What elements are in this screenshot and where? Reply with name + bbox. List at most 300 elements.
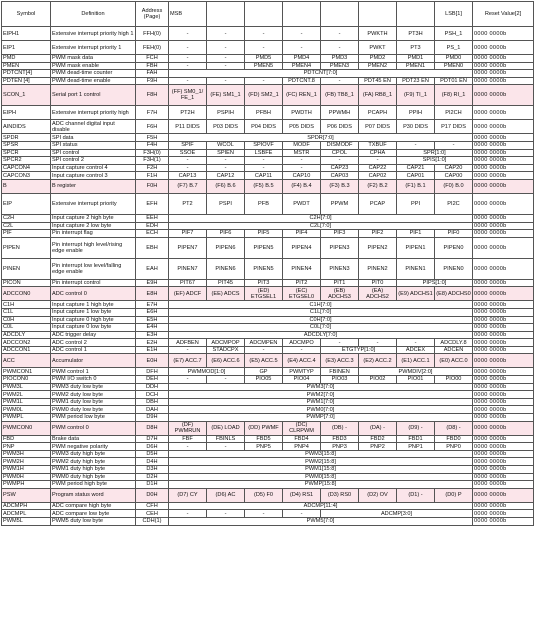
bit-cell: STADCPX — [207, 346, 245, 354]
table-row — [2, 301, 534, 309]
table-row — [2, 164, 534, 172]
register-reset-value: 0000 0000b — [473, 376, 534, 384]
bit-cell: ADCMPO — [283, 339, 321, 347]
header-definition: Definition — [51, 2, 136, 27]
bit-cell: PMEN5 — [245, 62, 283, 70]
register-symbol: PWM3H — [2, 450, 51, 458]
register-reset-value: 0000 0000b — [473, 466, 534, 474]
bit-cell: PS_1 — [435, 41, 473, 55]
header-lsb: LSB[1] — [435, 2, 473, 27]
bit-cell: - — [169, 27, 207, 41]
bit-cell: PFBH — [245, 106, 283, 120]
bit-cell: (EA) ADCHS2 — [359, 287, 397, 301]
register-address: E0H — [136, 354, 169, 368]
register-symbol: PIPEN — [2, 237, 51, 258]
bit-field-cell: PIPS[1:0] — [397, 279, 473, 287]
bit-cell: PIT0 — [359, 279, 397, 287]
bit-cell: P11 DIDS — [169, 120, 207, 134]
register-symbol: CAPCON3 — [2, 172, 51, 180]
table-row — [2, 62, 534, 70]
bit-cell: PMD4 — [283, 55, 321, 63]
bit-cell: - — [283, 164, 321, 172]
register-reset-value: 0000 0000b — [473, 398, 534, 406]
bit-cell: PIT67 — [169, 279, 207, 287]
bit-cell: PMD3 — [321, 55, 359, 63]
header-bit1 — [397, 2, 435, 27]
register-symbol: ADCCON2 — [2, 339, 51, 347]
register-symbol: PWM3L — [2, 383, 51, 391]
bit-cell: (FF) SM0_1/ FE_1 — [169, 85, 207, 106]
bit-cell: PSH_1 — [435, 27, 473, 41]
bit-cell: (ED) ETGSEL1 — [245, 287, 283, 301]
bit-cell: P06 DIDS — [321, 120, 359, 134]
register-address: E1H — [136, 346, 169, 354]
header-bit6 — [207, 2, 245, 27]
table-row — [2, 77, 534, 85]
bit-cell: PMEN3 — [321, 62, 359, 70]
table-row — [2, 339, 534, 347]
bit-cell: - — [283, 510, 321, 518]
bit-cell: - — [283, 157, 321, 165]
register-reset-value: 0000 0000b — [473, 339, 534, 347]
table-row — [2, 308, 534, 316]
register-symbol: ACC — [2, 354, 51, 368]
bit-cell: - — [245, 510, 283, 518]
bit-cell: - — [207, 41, 245, 55]
header-address: Address (Page) — [136, 2, 169, 27]
register-address: DEH — [136, 376, 169, 384]
bit-cell: (D1) - — [397, 488, 435, 502]
register-definition: PWM negative polarity — [51, 443, 136, 451]
header-bit3 — [321, 2, 359, 27]
table-row — [2, 443, 534, 451]
table-row — [2, 481, 534, 489]
table-row — [2, 458, 534, 466]
bit-field-cell: PDTCNT[7:0] — [169, 70, 473, 78]
table-row — [2, 258, 534, 279]
table-row — [2, 230, 534, 238]
bit-cell: PFB — [245, 193, 283, 214]
table-row — [2, 134, 534, 142]
register-definition: PWM period high byte — [51, 481, 136, 489]
register-reset-value: 0000 0000b — [473, 354, 534, 368]
bit-cell: PINEN2 — [359, 258, 397, 279]
register-reset-value: 0000 0000b — [473, 27, 534, 41]
table-row — [2, 383, 534, 391]
register-definition: SPI status — [51, 141, 136, 149]
bit-cell: - — [245, 77, 283, 85]
register-address: D9H — [136, 414, 169, 422]
table-row — [2, 354, 534, 368]
bit-field-cell: ADCMP[11:4] — [169, 502, 473, 510]
bit-cell: CPOL — [321, 149, 359, 157]
table-row — [2, 316, 534, 324]
bit-cell: (F4) B.4 — [283, 179, 321, 193]
bit-cell: (DA) - — [359, 421, 397, 435]
bit-cell: (F1) B.1 — [397, 179, 435, 193]
bit-cell: - — [321, 339, 359, 347]
bit-cell: (D6) AC — [207, 488, 245, 502]
register-reset-value: 0000 0000b — [473, 368, 534, 376]
table-row — [2, 517, 534, 525]
register-address: F8H — [136, 85, 169, 106]
bit-cell: - — [207, 157, 245, 165]
register-definition: Extensive interrupt priority 1 — [51, 41, 136, 55]
register-address: D4H — [136, 458, 169, 466]
bit-cell: (FC) REN_1 — [283, 85, 321, 106]
register-reset-value: 0000 0000b — [473, 324, 534, 332]
register-definition: ADC control 2 — [51, 339, 136, 347]
register-symbol: SPSR — [2, 141, 51, 149]
bit-cell: (DD) PWMF — [245, 421, 283, 435]
bit-cell: (F0) B.0 — [435, 179, 473, 193]
bit-cell: - — [169, 346, 207, 354]
register-address: DFH — [136, 368, 169, 376]
bit-cell: - — [283, 27, 321, 41]
register-address: F3H(0) — [136, 149, 169, 157]
bit-field-cell: PWM3[7:0] — [169, 383, 473, 391]
register-symbol: PWM0L — [2, 406, 51, 414]
bit-cell: CAP10 — [283, 172, 321, 180]
register-symbol: PSW — [2, 488, 51, 502]
register-address: F4H — [136, 141, 169, 149]
bit-cell: PT2 — [169, 193, 207, 214]
register-symbol: PDTCNT[4] — [2, 70, 51, 78]
register-address: ECH — [136, 230, 169, 238]
register-definition: PWM mask data — [51, 55, 136, 63]
register-symbol: ADCCON1 — [2, 346, 51, 354]
bit-cell: PNP0 — [435, 443, 473, 451]
register-definition: Input capture 0 high byte — [51, 316, 136, 324]
table-row — [2, 55, 534, 63]
bit-cell: - — [359, 339, 397, 347]
bit-cell: PT3H — [397, 27, 435, 41]
bit-cell: PWDT — [283, 193, 321, 214]
bit-cell: PNP1 — [397, 443, 435, 451]
register-definition: PWM period low byte — [51, 414, 136, 422]
register-definition: PWM1 duty low byte — [51, 398, 136, 406]
bit-cell: (F7) B.7 — [169, 179, 207, 193]
bit-cell: (E6) ACC.6 — [207, 354, 245, 368]
bit-cell: PIO00 — [435, 376, 473, 384]
register-address: DBH — [136, 398, 169, 406]
register-definition: B register — [51, 179, 136, 193]
register-address: E7H — [136, 301, 169, 309]
register-symbol: EIP1 — [2, 41, 51, 55]
bit-cell: (EC) ETGSEL0 — [283, 287, 321, 301]
bit-cell: PI2CH — [435, 106, 473, 120]
register-definition: ADC compare low byte — [51, 510, 136, 518]
register-definition: PWM dead-time enable — [51, 77, 136, 85]
bit-cell: - — [245, 346, 283, 354]
register-reset-value: 0000 0000b — [473, 193, 534, 214]
bit-field-cell: PWM2[7:0] — [169, 391, 473, 399]
register-reset-value: 0000 0000b — [473, 70, 534, 78]
bit-cell: ADCEX — [397, 346, 435, 354]
register-address: E6H — [136, 308, 169, 316]
bit-cell: P30 DIDS — [397, 120, 435, 134]
bit-cell: CAP22 — [359, 164, 397, 172]
register-reset-value: 0000 0000b — [473, 120, 534, 134]
register-definition: PWM1 duty high byte — [51, 466, 136, 474]
bit-cell: (FA) RB8_1 — [359, 85, 397, 106]
bit-cell: (D5) F0 — [245, 488, 283, 502]
header-row — [2, 2, 534, 27]
sfr-table — [1, 1, 534, 526]
register-symbol: SPCR — [2, 149, 51, 157]
register-address: D3H — [136, 466, 169, 474]
bit-cell: ADCMPOP — [207, 339, 245, 347]
bit-cell: - — [169, 376, 207, 384]
register-address: F5H — [136, 134, 169, 142]
register-definition: Program status word — [51, 488, 136, 502]
bit-field-cell: PWMMOD[1:0] — [169, 368, 245, 376]
bit-cell: TXBUF — [359, 141, 397, 149]
register-reset-value: 0000 0000b — [473, 222, 534, 230]
register-definition: Brake data — [51, 435, 136, 443]
table-row — [2, 406, 534, 414]
register-symbol: ADCMPH — [2, 502, 51, 510]
register-address: FEH(0) — [136, 41, 169, 55]
table-row — [2, 414, 534, 422]
bit-cell: PIO01 — [397, 376, 435, 384]
bit-field-cell: C1L[7:0] — [169, 308, 473, 316]
register-reset-value: 0000 0000b — [473, 517, 534, 525]
bit-cell: PSPIH — [207, 106, 245, 120]
bit-cell: PIF4 — [283, 230, 321, 238]
register-definition: Pin interrupt low level/falling edge enable — [51, 258, 136, 279]
register-address: FBH — [136, 62, 169, 70]
register-reset-value: 0000 0000b — [473, 414, 534, 422]
table-row — [2, 222, 534, 230]
bit-cell: DISMODF — [321, 141, 359, 149]
bit-cell: FBD0 — [435, 435, 473, 443]
bit-cell: - — [245, 41, 283, 55]
bit-field-cell: ETGTYP[1:0] — [321, 346, 397, 354]
register-definition: PWM I/O switch 0 — [51, 376, 136, 384]
bit-cell: PIO05 — [245, 376, 283, 384]
register-symbol: C2L — [2, 222, 51, 230]
bit-cell: (DB) - — [321, 421, 359, 435]
register-definition: ADC control 0 — [51, 287, 136, 301]
register-definition: PWM dead-time counter — [51, 70, 136, 78]
register-address: E2H — [136, 339, 169, 347]
bit-field-cell: PWMP[15:8] — [169, 481, 473, 489]
table-row — [2, 172, 534, 180]
header-symbol: Symbol — [2, 2, 51, 27]
register-reset-value: 0000 0000b — [473, 450, 534, 458]
bit-cell: SPIF — [169, 141, 207, 149]
register-reset-value: 0000 0000b — [473, 179, 534, 193]
register-address: DDH — [136, 383, 169, 391]
bit-cell: PT2H — [169, 106, 207, 120]
bit-cell: - — [397, 141, 435, 149]
register-address: D5H — [136, 450, 169, 458]
register-symbol: C2H — [2, 214, 51, 222]
register-reset-value: 0000 0000b — [473, 488, 534, 502]
bit-cell: (D0) P — [435, 488, 473, 502]
bit-field-cell: PWM1[15:8] — [169, 466, 473, 474]
register-symbol: B — [2, 179, 51, 193]
bit-cell: PCAPH — [359, 106, 397, 120]
bit-cell: PMD2 — [359, 55, 397, 63]
register-address: E8H — [136, 287, 169, 301]
register-definition: ADC control 1 — [51, 346, 136, 354]
bit-cell: - — [321, 77, 359, 85]
table-row — [2, 421, 534, 435]
register-address: EEH — [136, 214, 169, 222]
bit-cell: CAP03 — [321, 172, 359, 180]
bit-field-cell: PWMP[7:0] — [169, 414, 473, 422]
bit-cell: PMEN4 — [283, 62, 321, 70]
bit-cell: (E0) ACC.0 — [435, 354, 473, 368]
register-symbol: C0L — [2, 324, 51, 332]
bit-cell: PIF2 — [359, 230, 397, 238]
bit-cell: FBINLS — [207, 435, 245, 443]
register-address: F6H — [136, 120, 169, 134]
register-reset-value: 0000 0000b — [473, 421, 534, 435]
bit-cell: PIPEN0 — [435, 237, 473, 258]
bit-cell: PDT01 EN — [435, 77, 473, 85]
bit-cell: (F5) B.5 — [245, 179, 283, 193]
bit-cell: FBF — [169, 435, 207, 443]
register-address: FCH — [136, 55, 169, 63]
register-symbol: CAPCON4 — [2, 164, 51, 172]
bit-cell: (E1) ACC.1 — [397, 354, 435, 368]
register-symbol: PWMPL — [2, 414, 51, 422]
register-symbol: PNP — [2, 443, 51, 451]
register-definition: ADC compare high byte — [51, 502, 136, 510]
bit-cell: P04 DIDS — [245, 120, 283, 134]
register-symbol: EIP — [2, 193, 51, 214]
bit-cell: CPHA — [359, 149, 397, 157]
register-definition: Pin interrupt high level/rising edge enable — [51, 237, 136, 258]
register-reset-value: 0000 0000b — [473, 172, 534, 180]
bit-cell: - — [245, 164, 283, 172]
register-definition: SPI control 2 — [51, 157, 136, 165]
bit-cell: - — [435, 141, 473, 149]
register-symbol: PWMCON1 — [2, 368, 51, 376]
bit-cell: PMD1 — [397, 55, 435, 63]
register-address: D7H — [136, 435, 169, 443]
register-definition: PWM3 duty high byte — [51, 450, 136, 458]
register-symbol: PWMPH — [2, 481, 51, 489]
register-symbol: PWM2H — [2, 458, 51, 466]
bit-cell: - — [283, 41, 321, 55]
bit-field-cell: PWM0[15:8] — [169, 473, 473, 481]
bit-cell: PPWMH — [321, 106, 359, 120]
register-symbol: ADCMPL — [2, 510, 51, 518]
bit-cell: SPIOVF — [245, 141, 283, 149]
register-address: FAH — [136, 70, 169, 78]
bit-cell: PNP4 — [283, 443, 321, 451]
table-row — [2, 149, 534, 157]
register-definition: Extensive interrupt priority high — [51, 106, 136, 120]
bit-field-cell: PWM2[15:8] — [169, 458, 473, 466]
register-definition: PWM mask enable — [51, 62, 136, 70]
register-symbol: AINDIDS — [2, 120, 51, 134]
register-address: DCH — [136, 391, 169, 399]
bit-cell: - — [207, 62, 245, 70]
bit-field-cell: C2L[7:0] — [169, 222, 473, 230]
bit-cell: (F3) B.3 — [321, 179, 359, 193]
bit-cell: CAP21 — [397, 164, 435, 172]
table-row — [2, 179, 534, 193]
register-reset-value: 0000 0000b — [473, 391, 534, 399]
bit-cell: - — [397, 339, 435, 347]
bit-cell: ADCMPEN — [245, 339, 283, 347]
bit-cell: - — [207, 510, 245, 518]
register-definition: ADC trigger delay — [51, 331, 136, 339]
register-symbol: PINEN — [2, 258, 51, 279]
bit-cell: (F8) RI_1 — [435, 85, 473, 106]
bit-cell: PINEN0 — [435, 258, 473, 279]
register-reset-value: 0000 0000b — [473, 55, 534, 63]
bit-cell: SSOE — [169, 149, 207, 157]
register-reset-value: 0000 0000b — [473, 77, 534, 85]
bit-cell: - — [207, 443, 245, 451]
bit-cell: PINEN5 — [245, 258, 283, 279]
register-address: EDH — [136, 222, 169, 230]
table-row — [2, 398, 534, 406]
bit-cell: (E3) ACC.3 — [321, 354, 359, 368]
register-definition: Input capture control 4 — [51, 164, 136, 172]
register-address: D8H — [136, 421, 169, 435]
bit-cell: - — [169, 77, 207, 85]
register-symbol: PWMCON0 — [2, 421, 51, 435]
register-symbol: PWM1H — [2, 466, 51, 474]
table-row — [2, 502, 534, 510]
bit-cell: MODF — [283, 141, 321, 149]
bit-field-cell: PWM0[7:0] — [169, 406, 473, 414]
bit-cell: (DF) PWMRUN — [169, 421, 207, 435]
bit-cell: P03 DIDS — [207, 120, 245, 134]
bit-cell: (D7) CY — [169, 488, 207, 502]
register-reset-value: 0000 0000b — [473, 237, 534, 258]
bit-cell: PCAP — [359, 193, 397, 214]
bit-cell: PIPEN7 — [169, 237, 207, 258]
bit-field-cell: C0L[7:0] — [169, 324, 473, 332]
bit-cell: FBD1 — [397, 435, 435, 443]
bit-cell: - — [245, 157, 283, 165]
bit-cell: PNP3 — [321, 443, 359, 451]
bit-cell: PIO03 — [321, 376, 359, 384]
bit-cell: - — [207, 77, 245, 85]
register-address: E4H — [136, 324, 169, 332]
register-definition: Pin interrupt flag — [51, 230, 136, 238]
bit-cell: PPI — [397, 193, 435, 214]
register-address: FFH(0) — [136, 27, 169, 41]
register-symbol: PIOCON0 — [2, 376, 51, 384]
register-reset-value: 0000 0000b — [473, 279, 534, 287]
register-definition: Serial port 1 control — [51, 85, 136, 106]
register-reset-value: 0000 0000b — [473, 62, 534, 70]
table-row — [2, 376, 534, 384]
register-definition: PWM3 duty low byte — [51, 383, 136, 391]
bit-cell: PIF7 — [169, 230, 207, 238]
register-symbol: PWM5L — [2, 517, 51, 525]
register-address: E3H — [136, 331, 169, 339]
bit-cell: (F6) B.6 — [207, 179, 245, 193]
register-reset-value: 0000 0000b — [473, 106, 534, 120]
register-symbol: PICON — [2, 279, 51, 287]
bit-cell: (EF) ADCF — [169, 287, 207, 301]
register-definition: PWM5 duty low byte — [51, 517, 136, 525]
register-reset-value: 0000 0000b — [473, 85, 534, 106]
table-row — [2, 237, 534, 258]
bit-cell: PI2C — [435, 193, 473, 214]
bit-cell: - — [207, 164, 245, 172]
